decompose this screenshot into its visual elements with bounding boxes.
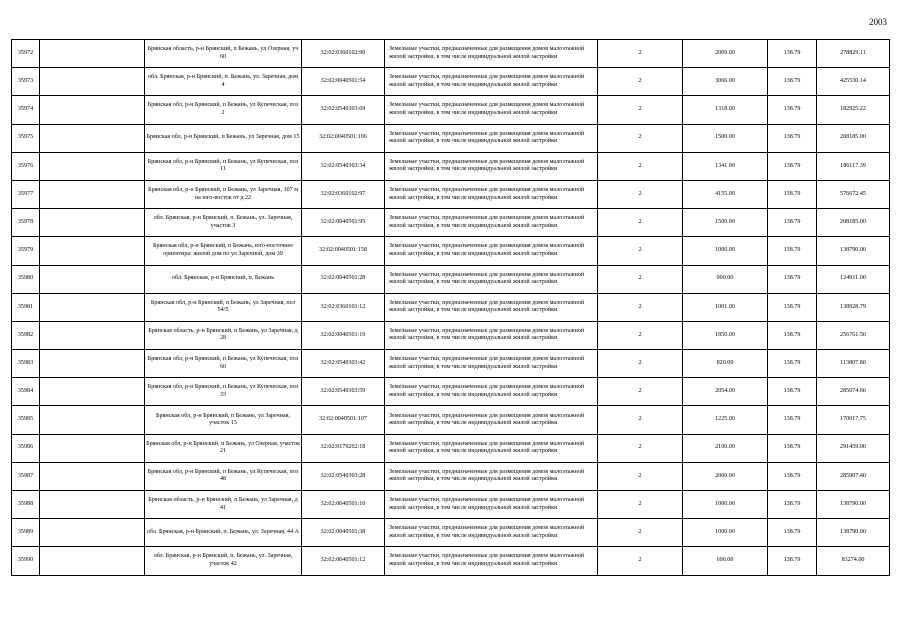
row-number-cell: 35983	[12, 350, 40, 378]
cadastral-number-cell: 32:02:0540303:42	[302, 350, 385, 378]
specific-value-cell: 138.79	[768, 434, 817, 462]
table-row	[12, 237, 890, 265]
address-cell: обл. Брянская, р-н Брянский, п. Бежань	[145, 265, 302, 293]
row-number-cell: 35982	[12, 321, 40, 349]
row-number-cell: 35972	[12, 40, 40, 68]
cadastral-value-cell: 256761.50	[817, 321, 890, 349]
row-number-cell: 35974	[12, 96, 40, 124]
address-cell: обл. Брянская, р-н Брянский, п. Бежань, ул. Заречная, 44 А	[145, 519, 302, 547]
area-cell: 1500.00	[683, 209, 768, 237]
area-cell: 4155.00	[683, 180, 768, 208]
land-purpose-cell: Земельные участки, предназначенные для размещения домов малоэтажной жилой застройки, в том числе индивидуальной жилой застройки	[385, 350, 598, 378]
blank-cell	[40, 406, 145, 434]
specific-value-cell: 138.79	[768, 209, 817, 237]
address-cell: обл. Брянская, р-н Брянский, п. Бежань, ул. Заречная, дом 4	[145, 68, 302, 96]
address-cell: Брянская обл, р-н Брянский, п Бежань, ул Заречная, поз 54/5	[145, 293, 302, 321]
area-cell: 2060.00	[683, 462, 768, 490]
table-row	[12, 152, 890, 180]
group-code-cell: 2	[598, 237, 683, 265]
cadastral-value-cell: 138790.00	[817, 519, 890, 547]
cadastral-value-cell: 124911.00	[817, 265, 890, 293]
land-purpose-cell: Земельные участки, предназначенные для размещения домов малоэтажной жилой застройки, в том числе индивидуальной жилой застройки	[385, 406, 598, 434]
table-row	[12, 406, 890, 434]
blank-cell	[40, 378, 145, 406]
specific-value-cell: 138.79	[768, 462, 817, 490]
cadastral-value-cell: 285074.66	[817, 378, 890, 406]
blank-cell	[40, 40, 145, 68]
specific-value-cell: 138.79	[768, 321, 817, 349]
address-cell: обл. Брянская, р-н Брянский, п. Бежань, ул. Заречная, участок 3	[145, 209, 302, 237]
cadastral-number-cell: 32:02:0040501:19	[302, 321, 385, 349]
specific-value-cell: 138.79	[768, 547, 817, 575]
cadastral-value-cell: 576672.45	[817, 180, 890, 208]
land-purpose-cell: Земельные участки, предназначенные для размещения домов малоэтажной жилой застройки, в том числе индивидуальной жилой застройки	[385, 265, 598, 293]
land-purpose-cell: Земельные участки, предназначенные для размещения домов малоэтажной жилой застройки, в том числе индивидуальной жилой застройки	[385, 180, 598, 208]
cadastral-value-cell: 425530.14	[817, 68, 890, 96]
area-cell: 820.00	[683, 350, 768, 378]
group-code-cell: 2	[598, 293, 683, 321]
address-cell: Брянская обл, р-н Брянский, п Бежань, ул Купеческая, поз 48	[145, 462, 302, 490]
specific-value-cell: 138.79	[768, 124, 817, 152]
row-number-cell: 35980	[12, 265, 40, 293]
blank-cell	[40, 124, 145, 152]
land-purpose-cell: Земельные участки, предназначенные для размещения домов малоэтажной жилой застройки, в том числе индивидуальной жилой застройки	[385, 462, 598, 490]
row-number-cell: 35986	[12, 434, 40, 462]
address-cell: Брянская обл, р-н Брянский, п Бежань, ул Заречная, дом 15	[145, 124, 302, 152]
cadastral-value-cell: 186117.39	[817, 152, 890, 180]
address-cell: Брянская обл, р-н Брянский, п Бежань, ул Купеческая, поз 2	[145, 96, 302, 124]
table-row	[12, 378, 890, 406]
blank-cell	[40, 321, 145, 349]
group-code-cell: 2	[598, 434, 683, 462]
group-code-cell: 2	[598, 350, 683, 378]
cadastral-number-cell: 32:02:0040501:158	[302, 237, 385, 265]
group-code-cell: 2	[598, 378, 683, 406]
blank-cell	[40, 519, 145, 547]
specific-value-cell: 138.79	[768, 68, 817, 96]
cadastral-number-cell: 32:02:0360102:90	[302, 40, 385, 68]
specific-value-cell: 138.79	[768, 491, 817, 519]
table-row	[12, 293, 890, 321]
specific-value-cell: 138.79	[768, 96, 817, 124]
area-cell: 1000.00	[683, 237, 768, 265]
cadastral-value-cell: 291459.00	[817, 434, 890, 462]
address-cell: Брянская обл, р-н Брянский, п Бежань, ул Заречная, 307 м на юго-восток от д 22	[145, 180, 302, 208]
row-number-cell: 35988	[12, 491, 40, 519]
land-purpose-cell: Земельные участки, предназначенные для размещения домов малоэтажной жилой застройки, в том числе индивидуальной жилой застройки	[385, 547, 598, 575]
area-cell: 1318.00	[683, 96, 768, 124]
table-body	[12, 40, 890, 576]
area-cell: 1500.00	[683, 124, 768, 152]
blank-cell	[40, 547, 145, 575]
table-row	[12, 519, 890, 547]
specific-value-cell: 138.79	[768, 350, 817, 378]
group-code-cell: 2	[598, 519, 683, 547]
land-registry-table	[11, 39, 890, 576]
blank-cell	[40, 96, 145, 124]
group-code-cell: 2	[598, 491, 683, 519]
cadastral-number-cell: 32:02:0040501:107	[302, 406, 385, 434]
address-cell: Брянская обл, р-н Брянский, п Бежань, юго-восточнее ориентира: жилой дом по ул Заречной, дом 39	[145, 237, 302, 265]
group-code-cell: 2	[598, 265, 683, 293]
cadastral-value-cell: 208185.00	[817, 209, 890, 237]
address-cell: Брянская обл, р-н Брянский, п Бежань, ул Купеческая, поз 11	[145, 152, 302, 180]
group-code-cell: 2	[598, 209, 683, 237]
address-cell: Брянская обл, р-н Брянский, п Бежань, ул Заречная, участок 13	[145, 406, 302, 434]
specific-value-cell: 138.79	[768, 180, 817, 208]
address-cell: Брянская обл, р-н Брянский, п Бежань, ул Озерная, участок 21	[145, 434, 302, 462]
land-purpose-cell: Земельные участки, предназначенные для размещения домов малоэтажной жилой застройки, в том числе индивидуальной жилой застройки	[385, 68, 598, 96]
cadastral-number-cell: 32:02:0040501:10	[302, 491, 385, 519]
table-row	[12, 491, 890, 519]
land-purpose-cell: Земельные участки, предназначенные для размещения домов малоэтажной жилой застройки, в том числе индивидуальной жилой застройки	[385, 293, 598, 321]
row-number-cell: 35975	[12, 124, 40, 152]
group-code-cell: 2	[598, 96, 683, 124]
group-code-cell: 2	[598, 462, 683, 490]
cadastral-number-cell: 32:02:0540303:28	[302, 462, 385, 490]
address-cell: Брянская обл, р-н Брянский, п Бежань, ул Купеческая, поз 33	[145, 378, 302, 406]
blank-cell	[40, 265, 145, 293]
specific-value-cell: 138.79	[768, 152, 817, 180]
area-cell: 3066.00	[683, 68, 768, 96]
group-code-cell: 2	[598, 152, 683, 180]
cadastral-value-cell: 278829.11	[817, 40, 890, 68]
cadastral-value-cell: 170017.75	[817, 406, 890, 434]
cadastral-number-cell: 32:02:0040501:95	[302, 209, 385, 237]
group-code-cell: 2	[598, 124, 683, 152]
table-row	[12, 96, 890, 124]
row-number-cell: 35984	[12, 378, 40, 406]
blank-cell	[40, 237, 145, 265]
row-number-cell: 35981	[12, 293, 40, 321]
table-row	[12, 434, 890, 462]
cadastral-value-cell: 138790.00	[817, 491, 890, 519]
cadastral-number-cell: 32:02:0040501:54	[302, 68, 385, 96]
blank-cell	[40, 434, 145, 462]
group-code-cell: 2	[598, 406, 683, 434]
specific-value-cell: 138.79	[768, 406, 817, 434]
group-code-cell: 2	[598, 40, 683, 68]
land-purpose-cell: Земельные участки, предназначенные для размещения домов малоэтажной жилой застройки, в том числе индивидуальной жилой застройки	[385, 40, 598, 68]
table-row	[12, 350, 890, 378]
address-cell: Брянская область, р-н Брянский, п Бежань, ул Заречная, д 41	[145, 491, 302, 519]
cadastral-value-cell: 182925.22	[817, 96, 890, 124]
row-number-cell: 35977	[12, 180, 40, 208]
area-cell: 600.00	[683, 547, 768, 575]
cadastral-number-cell: 32:02:0040501:28	[302, 265, 385, 293]
area-cell: 1001.00	[683, 293, 768, 321]
land-purpose-cell: Земельные участки, предназначенные для размещения домов малоэтажной жилой застройки, в том числе индивидуальной жилой застройки	[385, 237, 598, 265]
area-cell: 900.00	[683, 265, 768, 293]
page-number: 2003	[869, 17, 887, 27]
table-row	[12, 547, 890, 575]
row-number-cell: 35976	[12, 152, 40, 180]
table-row	[12, 68, 890, 96]
group-code-cell: 2	[598, 547, 683, 575]
table-row	[12, 209, 890, 237]
land-purpose-cell: Земельные участки, предназначенные для размещения домов малоэтажной жилой застройки, в том числе индивидуальной жилой застройки	[385, 124, 598, 152]
blank-cell	[40, 68, 145, 96]
row-number-cell: 35979	[12, 237, 40, 265]
cadastral-number-cell: 32:02:0040501:12	[302, 547, 385, 575]
specific-value-cell: 138.79	[768, 293, 817, 321]
cadastral-number-cell: 32:02:0360101:12	[302, 293, 385, 321]
table-row	[12, 124, 890, 152]
specific-value-cell: 138.79	[768, 265, 817, 293]
area-cell: 1850.00	[683, 321, 768, 349]
cadastral-value-cell: 208185.00	[817, 124, 890, 152]
row-number-cell: 35985	[12, 406, 40, 434]
table-row	[12, 265, 890, 293]
blank-cell	[40, 152, 145, 180]
blank-cell	[40, 462, 145, 490]
area-cell: 1341.00	[683, 152, 768, 180]
cadastral-number-cell: 32:02:0360102:97	[302, 180, 385, 208]
row-number-cell: 35978	[12, 209, 40, 237]
specific-value-cell: 138.79	[768, 519, 817, 547]
cadastral-number-cell: 32:02:0040501:38	[302, 519, 385, 547]
table-row	[12, 321, 890, 349]
land-purpose-cell: Земельные участки, предназначенные для размещения домов малоэтажной жилой застройки, в том числе индивидуальной жилой застройки	[385, 434, 598, 462]
blank-cell	[40, 350, 145, 378]
land-purpose-cell: Земельные участки, предназначенные для размещения домов малоэтажной жилой застройки, в том числе индивидуальной жилой застройки	[385, 321, 598, 349]
cadastral-number-cell: 32:02:0040501:106	[302, 124, 385, 152]
row-number-cell: 35989	[12, 519, 40, 547]
land-purpose-cell: Земельные участки, предназначенные для размещения домов малоэтажной жилой застройки, в том числе индивидуальной жилой застройки	[385, 152, 598, 180]
cadastral-value-cell: 285907.40	[817, 462, 890, 490]
table-row	[12, 462, 890, 490]
row-number-cell: 35990	[12, 547, 40, 575]
land-purpose-cell: Земельные участки, предназначенные для размещения домов малоэтажной жилой застройки, в том числе индивидуальной жилой застройки	[385, 378, 598, 406]
blank-cell	[40, 180, 145, 208]
group-code-cell: 2	[598, 321, 683, 349]
cadastral-number-cell: 32:02:0179202:18	[302, 434, 385, 462]
land-purpose-cell: Земельные участки, предназначенные для размещения домов малоэтажной жилой застройки, в том числе индивидуальной жилой застройки	[385, 96, 598, 124]
area-cell: 1000.00	[683, 491, 768, 519]
group-code-cell: 2	[598, 180, 683, 208]
cadastral-value-cell: 83274.00	[817, 547, 890, 575]
cadastral-value-cell: 113807.80	[817, 350, 890, 378]
land-purpose-cell: Земельные участки, предназначенные для размещения домов малоэтажной жилой застройки, в том числе индивидуальной жилой застройки	[385, 209, 598, 237]
blank-cell	[40, 491, 145, 519]
specific-value-cell: 138.79	[768, 378, 817, 406]
address-cell: Брянская область, р-н Брянский, п Бежань, ул Озерная, уч 60	[145, 40, 302, 68]
specific-value-cell: 138.79	[768, 40, 817, 68]
cadastral-number-cell: 32:02:0540303:34	[302, 152, 385, 180]
table-row	[12, 40, 890, 68]
address-cell: Брянская область, р-н Брянский, п Бежань, ул Заречная, д 28	[145, 321, 302, 349]
area-cell: 1000.00	[683, 519, 768, 547]
address-cell: обл. Брянская, р-н Брянский, п. Бежань, ул. Заречная, участок 42	[145, 547, 302, 575]
group-code-cell: 2	[598, 68, 683, 96]
cadastral-number-cell: 32:02:0540303:59	[302, 378, 385, 406]
address-cell: Брянская обл, р-н Брянский, п Бежань, ул Купеческая, поз 60	[145, 350, 302, 378]
cadastral-number-cell: 32:02:0540303:69	[302, 96, 385, 124]
land-purpose-cell: Земельные участки, предназначенные для размещения домов малоэтажной жилой застройки, в том числе индивидуальной жилой застройки	[385, 519, 598, 547]
table-row	[12, 180, 890, 208]
cadastral-value-cell: 138928.79	[817, 293, 890, 321]
area-cell: 2054.00	[683, 378, 768, 406]
row-number-cell: 35973	[12, 68, 40, 96]
blank-cell	[40, 293, 145, 321]
specific-value-cell: 138.79	[768, 237, 817, 265]
area-cell: 1225.00	[683, 406, 768, 434]
area-cell: 2100.00	[683, 434, 768, 462]
cadastral-value-cell: 138790.00	[817, 237, 890, 265]
area-cell: 2009.00	[683, 40, 768, 68]
land-purpose-cell: Земельные участки, предназначенные для размещения домов малоэтажной жилой застройки, в том числе индивидуальной жилой застройки	[385, 491, 598, 519]
blank-cell	[40, 209, 145, 237]
row-number-cell: 35987	[12, 462, 40, 490]
